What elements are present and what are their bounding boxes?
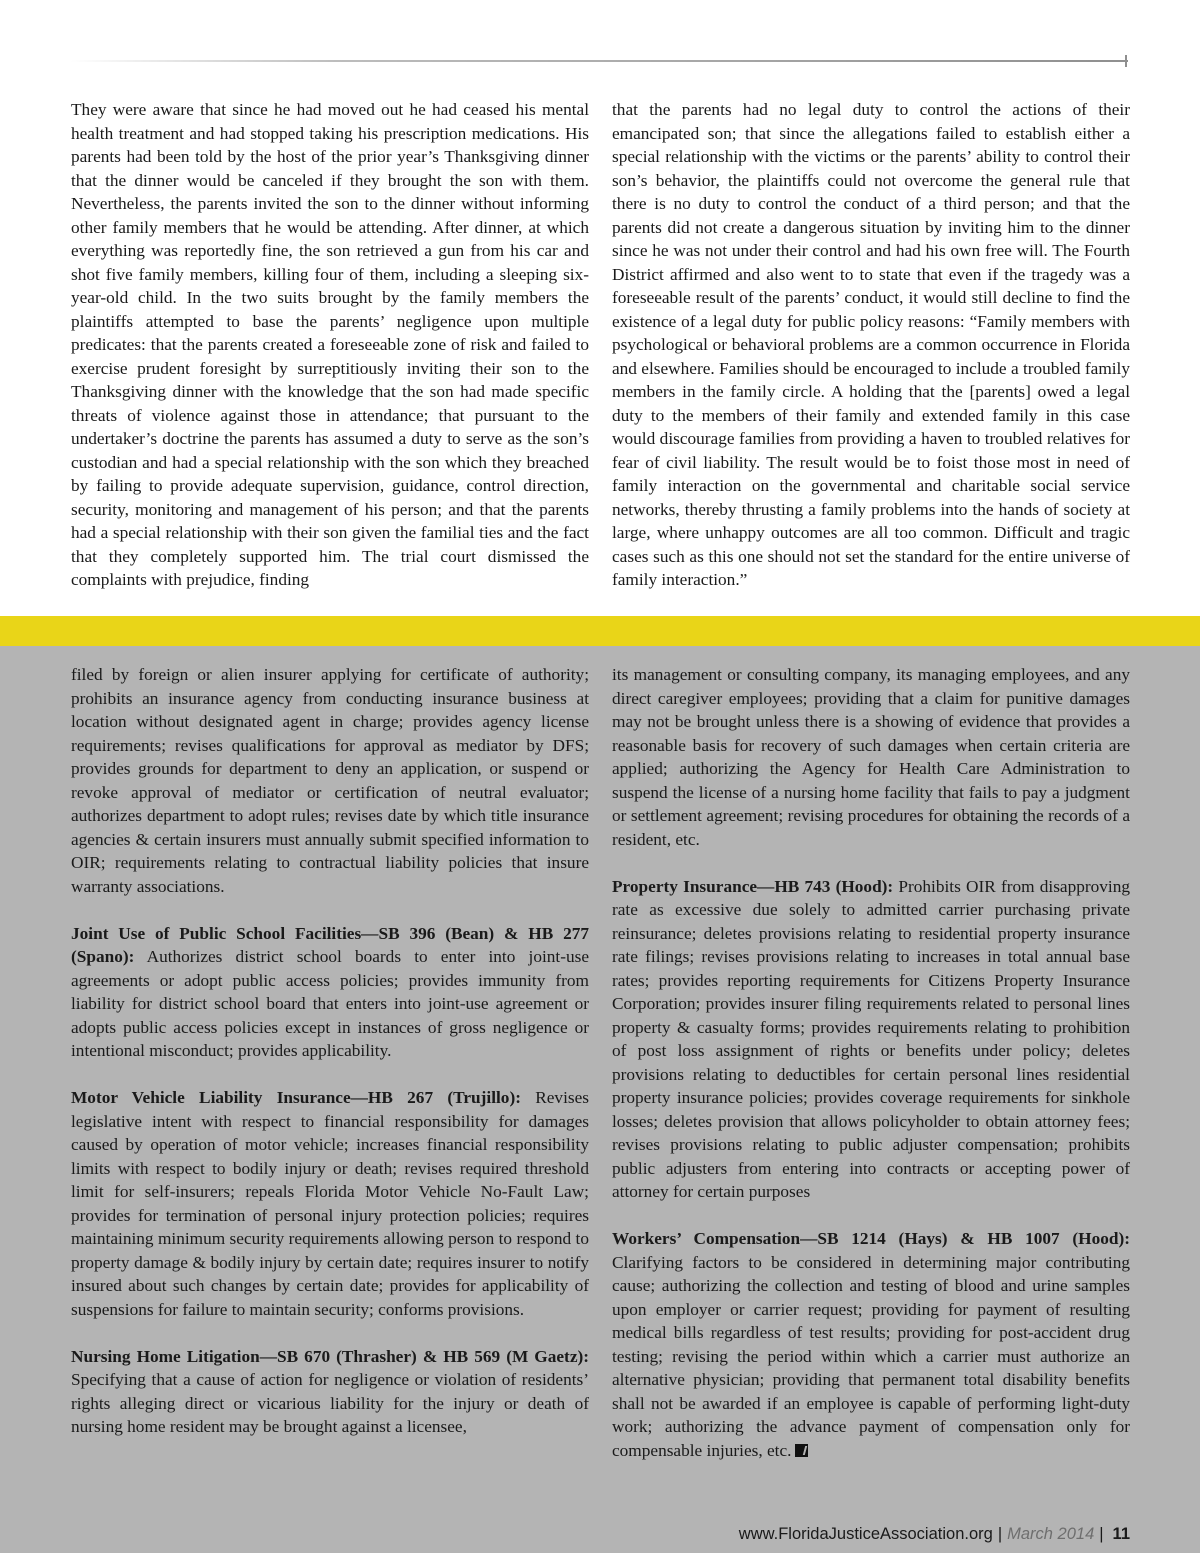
property-insurance-heading: Property Insurance—HB 743 (Hood): (612, 876, 894, 896)
page-footer (739, 1525, 1130, 1544)
workers-comp-heading: Workers’ Compensation—SB 1214 (Hays) & HB 1007 (Hood): (612, 1229, 1130, 1248)
upper-right-paragraph: that the parents had no legal duty to control the actions of their emancipated son; that since the allegations failed to establish either a special relationship with the victims or the parents’ ability to control their son’s behavior, the plaintiffs could not overcome the general rule that there is no duty to control the conduct of a third person; and that the parents did not create a dangerous situation by inviting him to the dinner since he was not under their control and had his own free will. The Fourth District affirmed and also went to to state that even if the tragedy was a foreseeable result of the parents’ conduct, it would still decline to find the existence of a legal duty for public policy reasons: “Family members with psychological or behavioral problems are a common occurrence in Florida and elsewhere. Families should be encouraged to include a troubled family members in the family circle. A holding that the [parents] owed a legal duty to the members of their family and extended family in this case would discourage families from providing a haven to troubled relatives for fear of civil liability. The result would be to foist those most in need of family interaction on the governmental and charitable social service networks, thereby thrusting a family problems into the hands of society at large, where unhappy outcomes are all too common. Difficult and tragic cases such as this one should not set the standard for the entire universe of family interaction.” (612, 100, 1130, 589)
motor-vehicle-entry (71, 1086, 589, 1321)
insurance-intro-paragraph: filed by foreign or alien insurer applying for certificate of authority; prohibits an insurance agency from conducting insurance business at location without designated agent in charge; provides agency license requirements; revises qualifications for approval as mediator by DFS; provides grounds for department to deny an application, or suspend or revoke approval of mediator or certification of neutral evaluator; authorizes department to adopt rules; revises date by which title insurance agencies & certain insurers must annually submit specified information to OIR; requirements relating to contractual liability policies that insure warranty associations. (71, 665, 589, 896)
nursing-home-entry (71, 1345, 589, 1439)
top-rule-tick (1125, 55, 1127, 67)
accent-band (0, 616, 1200, 646)
footer-separator-2: | (1099, 1525, 1104, 1543)
property-insurance-text: Prohibits OIR from disapproving rate as excessive due solely to admitted carrier purchasing private reinsurance; deletes provisions relating to residential property insurance rate filings; revises provisions relating to increases in total annual base rates; provides reporting requirements for Citizens Property Insurance Corporation; provides insurer filing requirements related to personal lines property & casualty forms; provides requirements relating to prohibition of post loss assignment of rights or benefits under policy; deletes provisions relating to deductibles for certain personal lines residential property insurance policies; provides coverage requirements for sinkhole losses; deletes provision that allows policyholder to obtain attorney fees; revises provisions relating to public adjuster compensation; prohibits public adjusters from entering into contracts or accepting power of attorney for certain purposes (612, 876, 1130, 1201)
upper-right-column (612, 98, 1130, 592)
lower-right-column (612, 663, 1130, 1462)
lower-left-column (71, 663, 589, 1439)
footer-date: March 2014 (1007, 1525, 1095, 1543)
workers-comp-text: Clarifying factors to be considered in determining major contributing cause; authorizing the collection and testing of blood and urine samples upon employer or carrier request; providing for payment of resulting medical bills regardless of test results; providing for post-accident drug testing; revising the period within which a carrier must authorize an alternative physician; providing that permanent total disability benefits shall not be awarded if an employee is capable of performing light-duty work; authorizing the advance payment of compensation only for compensable injuries, etc. (612, 1252, 1130, 1460)
footer-url[interactable]: www.FloridaJusticeAssociation.org (738, 1525, 993, 1543)
footer-separator: | (997, 1525, 1003, 1543)
upper-left-paragraph: They were aware that since he had moved out he had ceased his mental health treatment and had stopped taking his prescription medications. His parents had been told by the host of the prior year’s Thanksgiving dinner that the dinner would be canceled if they brought the son with them. Nevertheless, the parents invited the son to the dinner without informing other family members that he would be attending. After dinner, at which everything was reportedly fine, the son retrieved a gun from his car and shot five family members, killing four of them, including a sleeping six-year-old child. In the two suits brought by the family members the plaintiffs attempted to base the parents’ negligence upon multiple predicates: that the parents created a foreseeable zone of risk and failed to exercise prudent foresight by surreptitiously inviting their son to the Thanksgiving dinner with the knowledge that the son had made specific threats of violence against those in attendance; that pursuant to the undertaker’s doctrine the parents has assumed a duty to serve as the son’s custodian and had a special relationship with the son which they breached by failing to provide adequate supervision, guidance, control direction, security, monitoring and management of his person; and that the parents had a special relationship with their son given the familial ties and the fact that they completely supported him. The trial court dismissed the complaints with prejudice, finding (71, 100, 589, 589)
motor-vehicle-heading: Motor Vehicle Liability Insurance—HB 267 (Trujillo): (71, 1088, 521, 1107)
joint-use-text: Authorizes district school boards to enter into joint-use agreements or adopt public access policies; provides immunity from liability for district school board that enters into joint-use agreement or adopts public access policies except in instances of gross negligence or intentional misconduct; provides applicability. (71, 947, 589, 1060)
end-of-article-icon (795, 1444, 808, 1457)
page-number: 11 (1112, 1525, 1130, 1543)
joint-use-entry (71, 922, 589, 1063)
upper-left-column (71, 98, 589, 592)
motor-vehicle-text: Revises legislative intent with respect to financial responsibility for damages caused by operation of motor vehicle; increases financial responsibility limits with respect to bodily injury or death; revises required threshold limit for self-insurers; repeals Florida Motor Vehicle No-Fault Law; provides for termination of personal injury protection policies; requires maintaining minimum security requirements allowing person to respond to property damage & bodily injury by certain date; requires insurer to notify insured about such changes by certain date; provides for applicability of suspensions for failure to maintain security; conforms provisions. (71, 1088, 589, 1319)
nursing-home-heading: Nursing Home Litigation—SB 670 (Thrasher) & HB 569 (M Gaetz): (71, 1346, 589, 1366)
workers-comp-entry (612, 1227, 1130, 1462)
top-rule (70, 60, 1128, 62)
joint-use-heading: Joint Use of Public School Facilities—SB 396 (Bean) & HB 277 (Spano): (71, 923, 589, 966)
nursing-home-text: Specifying that a cause of action for negligence or violation of residents’ rights alleging direct or vicarious liability for the injury or death of nursing home resident may be brought against a licensee, (71, 1370, 589, 1436)
nursing-home-continued: its management or consulting company, its managing employees, and any direct caregiver employees; providing that a claim for punitive damages may not be brought unless there is a showing of evidence that provides a reasonable basis for recovery of such damages when certain criteria are applied; authorizing the Agency for Health Care Administration to suspend the license of a nursing home facility that fails to pay a judgment or settlement agreement; revising procedures for obtaining the records of a resident, etc. (612, 665, 1130, 849)
property-insurance-entry (612, 875, 1130, 1204)
